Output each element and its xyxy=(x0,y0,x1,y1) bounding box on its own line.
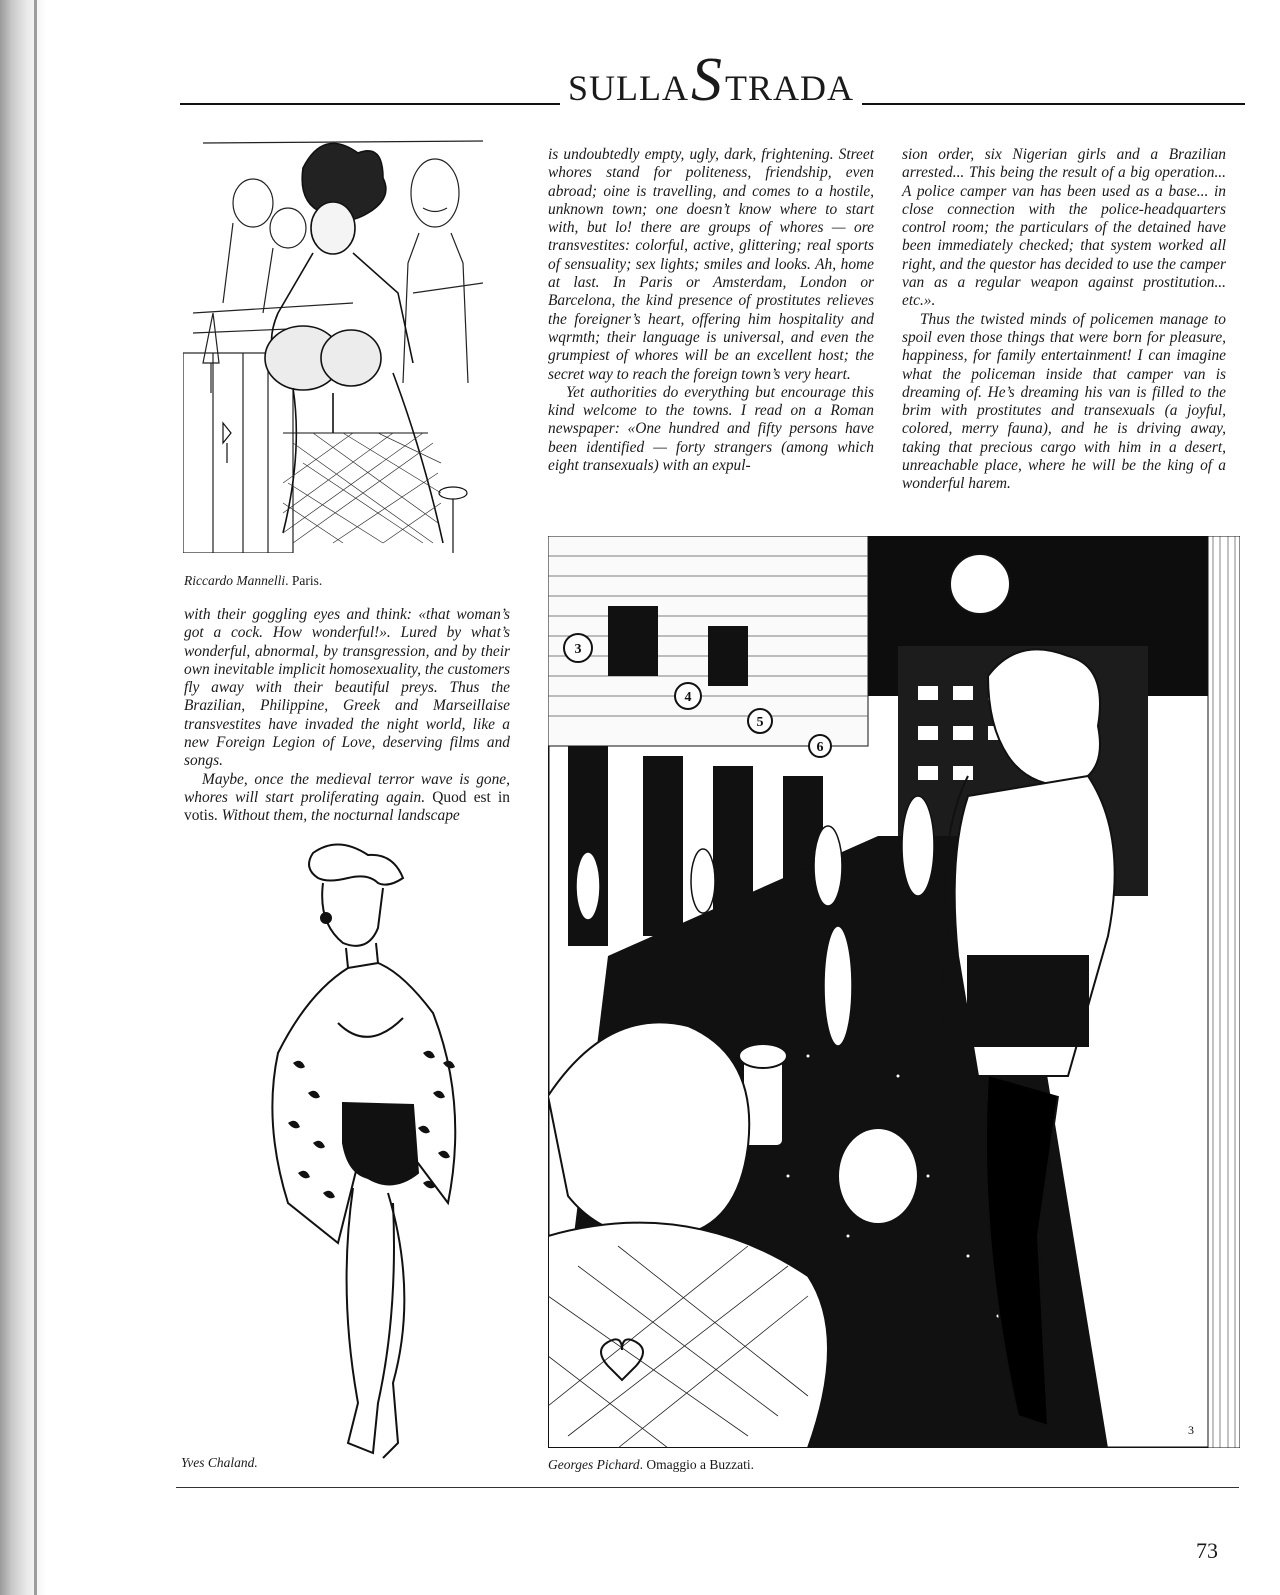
masthead-title xyxy=(560,46,862,114)
caption-chaland xyxy=(181,1455,258,1471)
caption-mannelli xyxy=(184,573,322,589)
article-column-middle xyxy=(548,146,874,475)
paragraph xyxy=(184,771,510,826)
paragraph: Yet authorities do everything but encourage this kind welcome to the towns. I read on a Roman newspaper: «One hundred and fifty persons have been identified — forty strangers (among which eight transexuals) with an expul- xyxy=(548,383,874,475)
article-column-left xyxy=(184,606,510,826)
artist-signature-number: 3 xyxy=(1188,1423,1194,1437)
caption-mannelli-artist: Riccardo Mannelli xyxy=(184,573,286,588)
caption-chaland-artist: Yves Chaland. xyxy=(181,1455,258,1470)
masthead-title-part1: SULLA xyxy=(568,68,689,108)
caption-pichard-separator: . xyxy=(639,1457,647,1472)
caption-pichard-artist: Georges Pichard xyxy=(548,1457,640,1472)
masthead-title-initial: S xyxy=(691,46,723,114)
illustration-chaland-woman xyxy=(218,843,478,1473)
article-column-right xyxy=(902,146,1226,494)
latin-phrase: Quod est in votis. xyxy=(184,788,510,825)
caption-pichard xyxy=(548,1457,754,1473)
caption-mannelli-separator: . xyxy=(285,573,292,588)
paragraph: with their goggling eyes and think: «that woman’s got a cock. How wonderful!». Lured by what’s wonderful, abnormal, by transgression, and by their own inevitable implicit homosexuality, the customers fly away with their beautiful preys. Thus the Brazilian, Philippine, Greek and Marseillaise transvestites have invaded the night world, like a new Foreign Legion of Love, deserving films and songs. xyxy=(184,606,510,770)
illustration-mannelli-paris xyxy=(183,133,483,553)
book-spine-shadow xyxy=(0,0,46,1595)
paragraph: sion order, six Nigerian girls and a Brazilian arrested... This being the result of a big operation... A police camper van has been used as a base... in close connection with the police-headquarters control room; the particulars of the detained have been immediately checked; that system worked all right, and the questor has decided to use the camper van as a regular weapon against prostitution... etc.». xyxy=(902,146,1226,310)
masthead-title-part2: TRADA xyxy=(725,68,854,108)
paragraph: is undoubtedly empty, ugly, dark, frightening. Street whores stand for politeness, friendship, even abroad; oine is travelling, and comes to a hostile, unknown town; one doesn’t know where to start with, but lo! there are groups of whores — ore transvestites: colorful, active, glittering; real sports of sensuality; sex lights; smiles and looks. Ah, home at last. In Paris or Amsterdam, London or Barcelona, the kind presence of prostitutes relieves the foreigner’s heart, offering him hospitality and wqrmth; their language is universal, and even the grumpiest of whores will be an excellent host; the secret way to reach the foreign town’s very heart. xyxy=(548,146,874,383)
paragraph: Thus the twisted minds of policemen manage to spoil even those things that were born for pleasure, happiness, for family entertainment! I can imagine what the policeman inside that camper van is dreaming of. He’s dreaming his van is filled to the brim with prostitutes and transexuals (a joyful, colored, merry fauna), and he is driving away, taking that precious cargo with him in a desert, unreachable place, where he will be the king of a wonderful harem. xyxy=(902,310,1226,493)
page-number: 73 xyxy=(1196,1538,1218,1563)
caption-mannelli-title: Paris. xyxy=(291,573,323,588)
illustration-pichard-street xyxy=(548,536,1240,1448)
street-number-3: 3 xyxy=(574,642,582,657)
footer-rule xyxy=(176,1487,1239,1488)
street-number-5: 5 xyxy=(756,715,764,730)
paragraph-text-italic: Without them, the nocturnal landscape xyxy=(221,807,460,825)
paragraph-text-italic: Maybe, once the medieval terror wave is gone, whores will start proliferating again. xyxy=(184,770,510,806)
street-number-6: 6 xyxy=(816,740,824,755)
masthead xyxy=(180,38,1245,114)
book-gutter-line xyxy=(34,0,37,1595)
street-number-4: 4 xyxy=(684,690,692,705)
caption-pichard-title: Omaggio a Buzzati. xyxy=(646,1457,754,1472)
